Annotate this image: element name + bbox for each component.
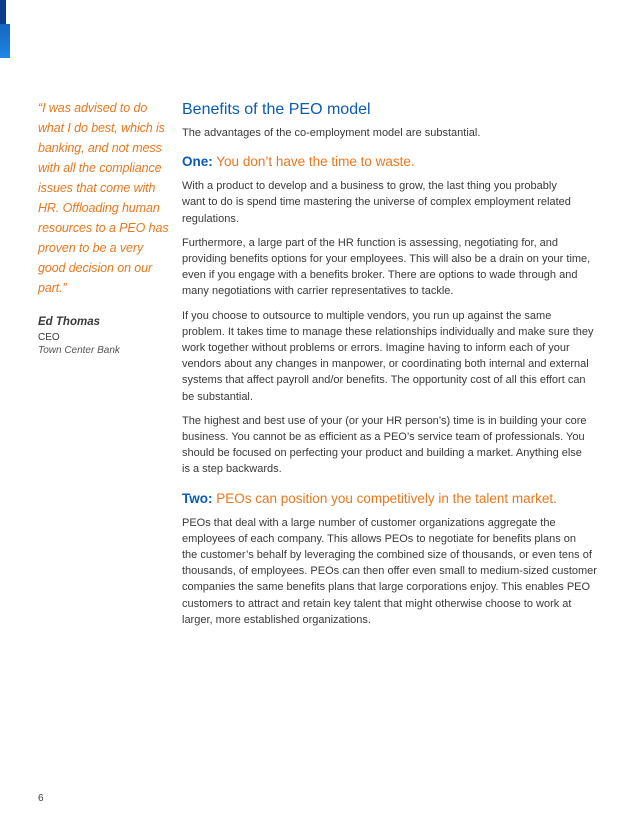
quote-line: issues that come with (38, 181, 156, 195)
text-line: many negotiations with carrier representatives to tackle. (182, 285, 454, 298)
text-line: If you choose to outsource to multiple vendors, you run up against the same (182, 309, 552, 322)
section-heading-two (182, 490, 606, 508)
text-line: providing benefits options for your employees. This will also be a drain on your time, (182, 253, 591, 266)
text-line: Furthermore, a large part of the HR function is assessing, negotiating for, and (182, 236, 559, 249)
text-line: is a step backwards. (182, 463, 282, 476)
text-line: The advantages of the co-employment model are substantial. (182, 127, 481, 139)
text-line: customers to attract and retain key talent that might otherwise choose to work at (182, 597, 572, 610)
text-line: vendors about any changes in manpower, or coordinating both internal and external (182, 358, 589, 371)
corner-brand-mark (0, 0, 10, 60)
section-lead: Two: (182, 490, 213, 506)
author-title: CEO (38, 332, 60, 343)
page-title: Benefits of the PEO model (182, 101, 371, 118)
text-line: companies the same benefits plans that large corporations enjoy. This enables PEO (182, 581, 591, 594)
body-paragraph (182, 308, 606, 405)
quote-line: with all the compliance (38, 161, 162, 175)
text-line: business. You cannot be as efficient as a PEO’s service team of professionals. You (182, 431, 585, 444)
text-line: employees of each company. This allows PEOs to negotiate for benefits plans on (182, 532, 576, 545)
body-paragraph (182, 515, 606, 628)
quote-line: part.” (38, 281, 67, 295)
corner-bar-light (0, 24, 10, 58)
text-line: thousands, of employees. PEOs can then offer even small to medium-sized customer (182, 565, 597, 578)
section-heading-text: You don’t have the time to waste. (216, 154, 415, 170)
text-line: larger, more established organizations. (182, 613, 371, 626)
text-line: With a product to develop and a business to grow, the last thing you probably (182, 180, 557, 193)
quote-line: HR. Offloading human (38, 201, 160, 215)
body-paragraph (182, 178, 606, 227)
quote-line: resources to a PEO has (38, 221, 169, 235)
text-line: work together without problems or errors. Imagine having to inform each of your (182, 342, 570, 355)
section-lead: One: (182, 154, 213, 170)
text-line: the customer’s behalf by leveraging the combined size of thousands, or even tens of (182, 549, 592, 562)
body-paragraph (182, 413, 606, 478)
page-number: 6 (38, 793, 44, 804)
text-line: regulations. (182, 212, 239, 225)
author-name: Ed Thomas (38, 316, 100, 328)
section-heading-one (182, 153, 606, 171)
main-content (182, 100, 606, 636)
text-line: even if you engage with a benefits broker. There are options to wade through and (182, 269, 578, 282)
quote-line: “I was advised to do (38, 101, 148, 115)
text-line: The highest and best use of your (or your HR person’s) time is in building your core (182, 414, 587, 427)
author-company: Town Center Bank (38, 345, 120, 356)
text-line: want to do is spend time mastering the universe of complex employment related (182, 196, 571, 209)
quote-line: what I do best, which is (38, 121, 165, 135)
section-heading-text: PEOs can position you competitively in the talent market. (216, 490, 557, 506)
quote-line: proven to be a very (38, 241, 144, 255)
text-line: PEOs that deal with a large number of customer organizations aggregate the (182, 516, 556, 529)
quote-line: good decision on our (38, 261, 153, 275)
text-line: should be focused on perfecting your product and building a market. Anything else (182, 447, 582, 460)
text-line: systems that affect payroll and/or benefits. The opportunity cost of all this effort can (182, 374, 586, 387)
text-line: problem. It takes time to manage these relationships individually and make sure they (182, 325, 594, 338)
quote-line: banking, and not mess (38, 141, 162, 155)
testimonial-quote (38, 98, 169, 298)
intro-text (182, 125, 606, 141)
sidebar-testimonial (38, 98, 169, 356)
text-line: be substantial. (182, 390, 253, 403)
body-paragraph (182, 235, 606, 300)
